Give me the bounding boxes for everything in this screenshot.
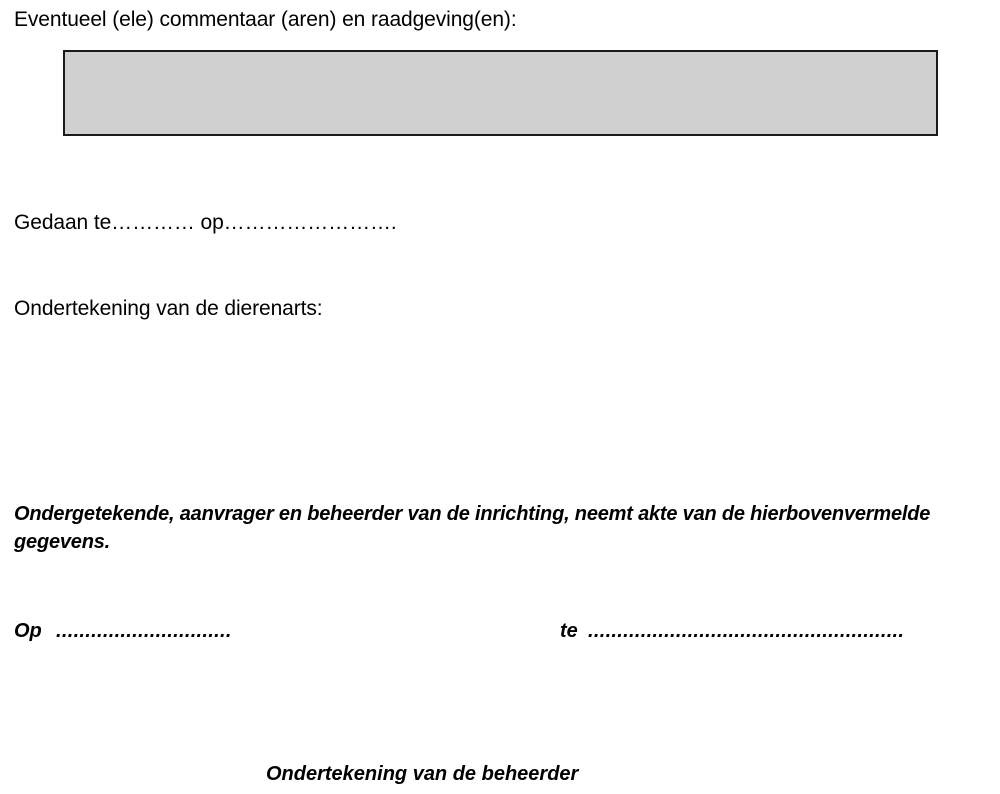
op-date-blank: .............................. <box>56 620 232 642</box>
vet-signature-label: Ondertekening van de dierenarts: <box>14 297 323 320</box>
te-label: te <box>560 620 578 642</box>
manager-statement: Ondergetekende, aanvrager en beheerder van de inrichting, neemt akte van de hierbovenvermelde gegevens. <box>14 503 931 553</box>
te-place-blank: ...................................................... <box>588 620 905 642</box>
manager-signature-label: Ondertekening van de beheerder <box>266 763 579 785</box>
comments-label: Eventueel (ele) commentaar (aren) en raadgeving(en): <box>14 8 517 31</box>
op-label: Op <box>14 620 42 642</box>
done-at-line: Gedaan te………… op……………………. <box>14 211 397 234</box>
comments-field[interactable] <box>63 50 938 136</box>
